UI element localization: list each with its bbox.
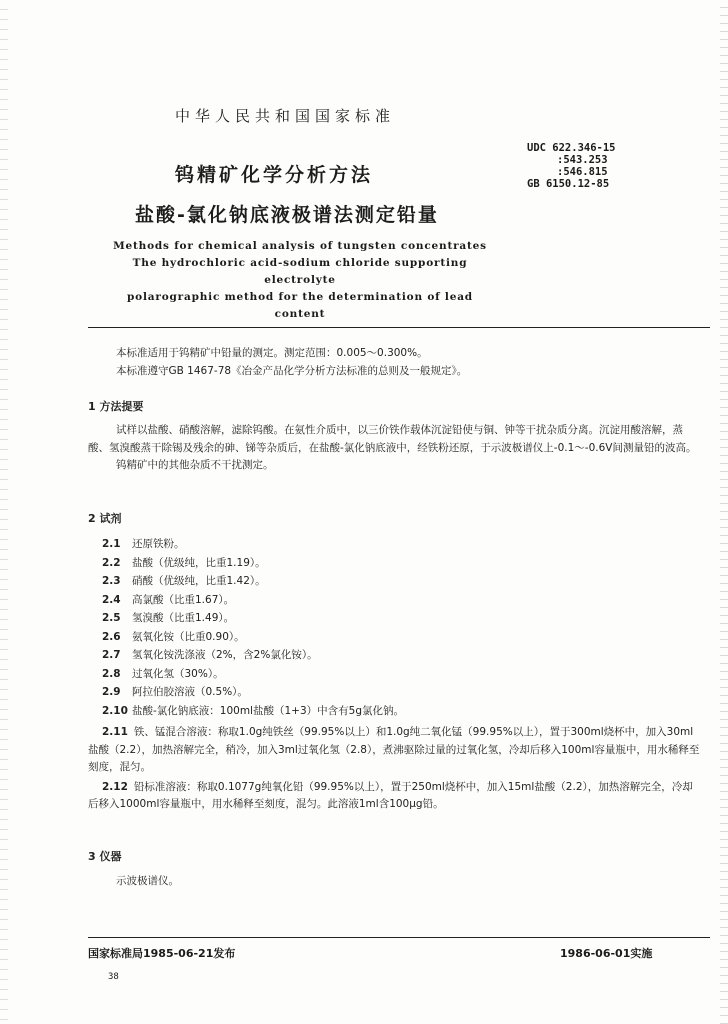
list-item: 2.8 过氧化氢（30%）。	[102, 667, 224, 680]
list-item: 2.7 氢氧化铵洗涤液（2%，含2%氯化铵）。	[102, 649, 318, 661]
section-1	[88, 398, 703, 414]
list-item: 2.2 盐酸（优级纯，比重1.19）。	[102, 556, 266, 569]
title-chinese-line2: 盐酸-氯化钠底液极谱法测定铅量	[135, 204, 439, 226]
intro-paragraph: 本标准适用于钨精矿中铅量的测定。测定范围：0.005～0.300%。	[116, 347, 428, 359]
udc-line: UDC 622.346-15	[527, 142, 616, 154]
gb-number: GB 6150.12-85	[527, 178, 610, 190]
section-heading: 2 试剂	[88, 512, 122, 525]
title-english-line: The hydrochloric acid-sodium chloride supporting electrolyte	[132, 257, 468, 286]
intro-block	[88, 345, 703, 380]
list-item: 2.5 氢溴酸（比重1.49）。	[102, 612, 235, 624]
title-chinese-line1: 钨精矿化学分析方法	[175, 164, 374, 186]
list-item: 2.9 阿拉伯胶溶液（0.5%）。	[102, 686, 248, 698]
page-number: 38	[108, 972, 119, 982]
list-item: 2.11 铁、锰混合溶液：称取1.0g纯铁丝（99.95%以上）和1.0g纯二氧化锰（99.95%以上），置于300ml烧杯中，加入30ml盐酸（2.2），加热溶解完全，稍冷，加入3ml过氧化氢（2.8），煮沸驱除过量的过氧化氢，冷却后移入100ml容量瓶中，用水稀释至刻度，混匀。	[88, 726, 700, 773]
udc-line: :543.253	[557, 154, 608, 166]
section-paragraph: 示波极谱仪。	[116, 875, 179, 887]
title-english	[100, 238, 500, 323]
effective-date: 1986-06-01实施	[560, 947, 653, 960]
list-item: 2.1 还原铁粉。	[102, 538, 185, 550]
title-english-line: Methods for chemical analysis of tungsten concentrates	[113, 240, 487, 252]
section-2	[88, 510, 703, 526]
list-item: 2.3 硝酸（优级纯，比重1.42）。	[102, 575, 266, 587]
section-3	[88, 848, 703, 864]
scan-edge-left	[0, 0, 8, 1024]
intro-paragraph: 本标准遵守GB 1467-78《冶金产品化学分析方法标准的总则及一般规定》。	[116, 364, 468, 377]
reagent-list	[88, 535, 703, 720]
section-3-body	[88, 873, 703, 891]
header-divider	[88, 327, 710, 328]
section-heading: 3 仪器	[88, 850, 122, 863]
list-item: 2.12 铅标准溶液：称取0.1077g纯氧化铅（99.95%以上），置于250ml烧杯中，加入15ml盐酸（2.2），加热溶解完全，冷却后移入1000ml容量瓶中，用水稀释至刻度，混匀。此溶液1ml含100μg铅。	[88, 780, 693, 810]
list-item: 2.6 氨氧化铵（比重0.90）。	[102, 630, 245, 643]
list-item: 2.10 盐酸-氯化钠底液：100ml盐酸（1+3）中含有5g氯化钠。	[102, 704, 404, 717]
issuing-organization: 中华人民共和国国家标准	[175, 107, 396, 125]
title-english-line: polarographic method for the determination of lead content	[127, 291, 473, 320]
list-item: 2.4 高氯酸（比重1.67）。	[102, 593, 235, 606]
section-paragraph: 钨精矿中的其他杂质不干扰测定。	[116, 459, 274, 471]
section-1-body	[88, 422, 703, 475]
reagent-long-list	[88, 724, 703, 814]
footer-divider	[88, 937, 710, 938]
scan-edge-right	[720, 0, 728, 1024]
section-heading: 1 方法提要	[88, 400, 144, 413]
classification-block	[527, 142, 667, 190]
section-paragraph: 试样以盐酸、硝酸溶解，滤除钨酸。在氨性介质中，以三价铁作载体沉淀铅使与铜、钟等干扰杂质分离。沉淀用酸溶解，蒸酸、氢溴酸蒸干除锡及残余的砷、锑等杂质后，在盐酸-氯化钠底液中，经铁粉还原，于示波极谱仪上-0.1～-0.6V间测量铅的波高。	[88, 424, 697, 454]
udc-line: :546.815	[557, 166, 608, 178]
issue-date: 国家标准局1985-06-21发布	[88, 947, 236, 960]
